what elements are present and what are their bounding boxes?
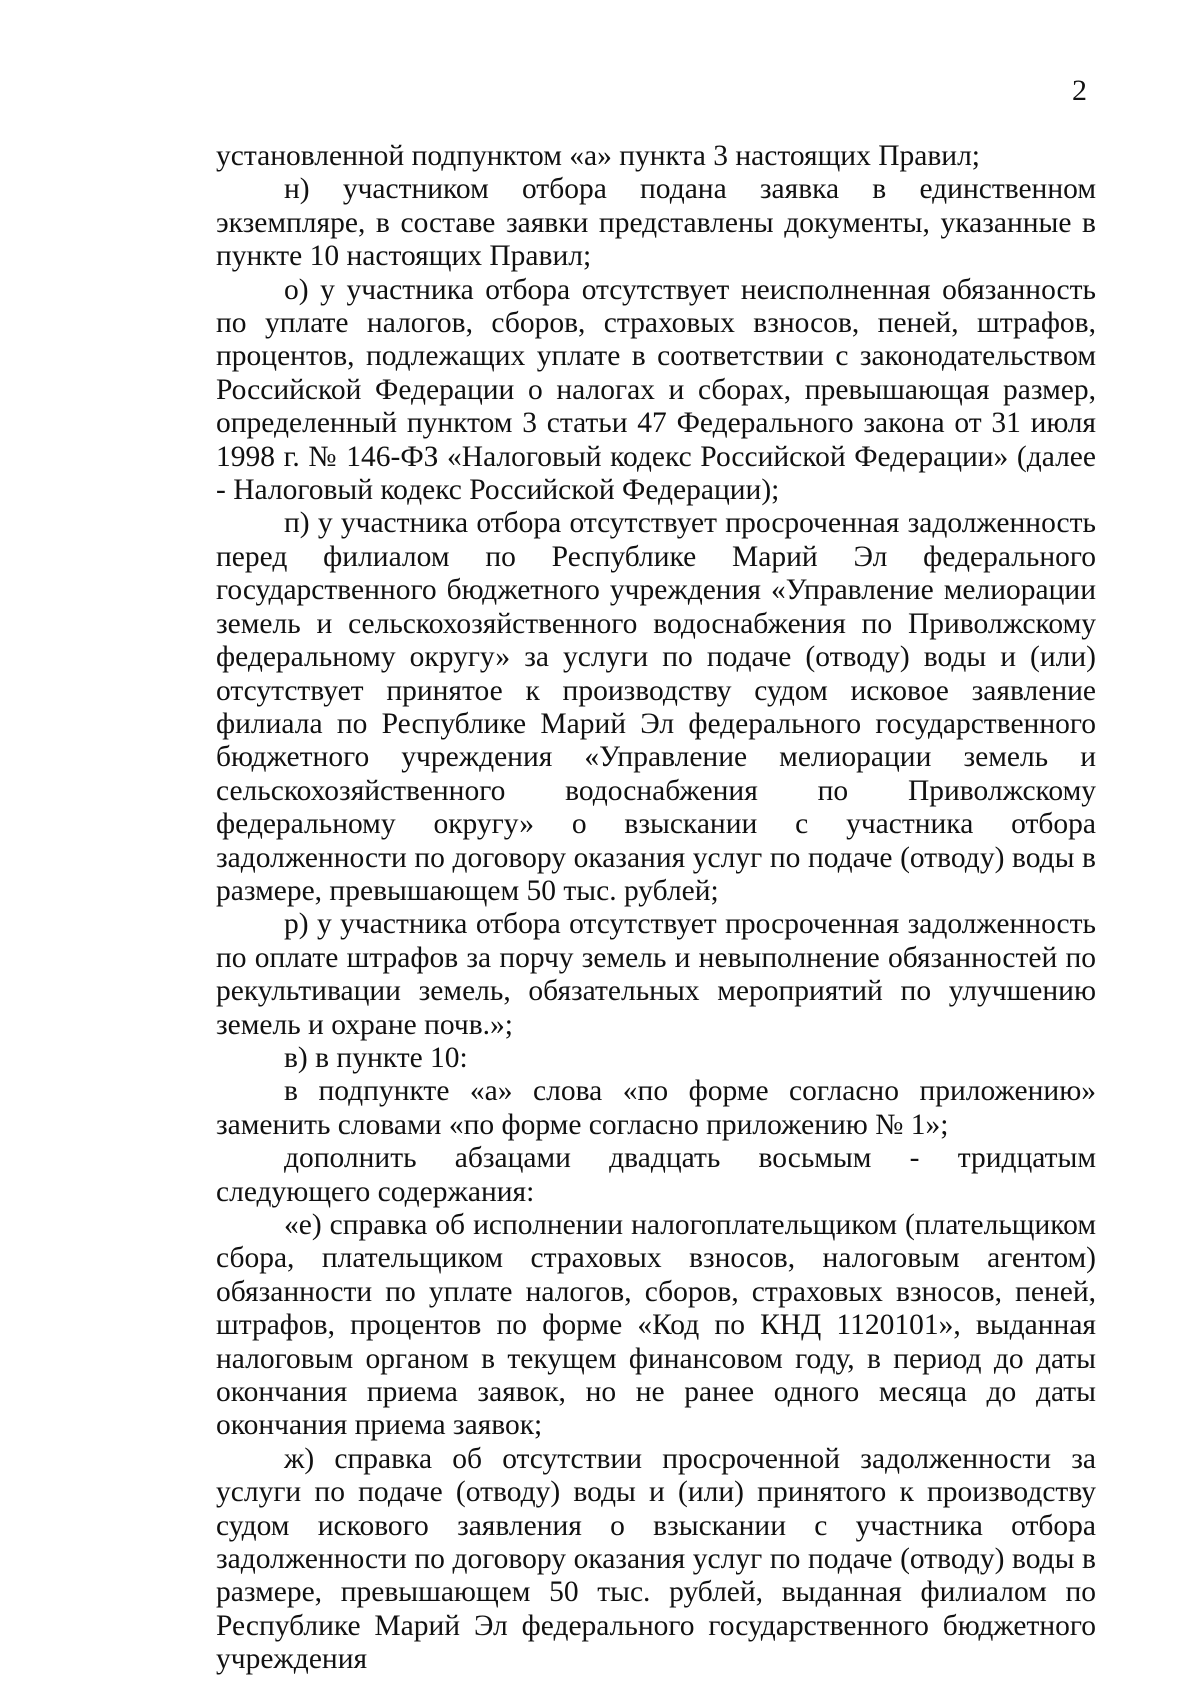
paragraph-addition: дополнить абзацами двадцать восьмым - тридцатым следующего содержания: bbox=[216, 1142, 1096, 1208]
paragraph-n: н) участником отбора подана заявка в единственном экземпляре, в составе заявки представлены документы, указанные в пункте 10 настоящих Правил; bbox=[216, 173, 1096, 273]
page-number: 2 bbox=[1072, 74, 1087, 107]
document-body bbox=[216, 140, 1096, 1677]
paragraph-zh: ж) справка об отсутствии просроченной задолженности за услуги по подаче (отводу) воды и (или) принятого к производству судом искового заявления о взыскании с участника отбора задолженности по договору оказания услуг по подаче (отводу) воды в размере, превышающем 50 тыс. рублей, выданная филиалом по Республике Марий Эл федерального государственного бюджетного учреждения bbox=[216, 1442, 1096, 1676]
paragraph-1: установленной подпунктом «а» пункта 3 настоящих Правил; bbox=[216, 140, 980, 172]
paragraph-p: п) у участника отбора отсутствует просроченная задолженность перед филиалом по Республике Марий Эл федерального государственного бюджетного учреждения «Управление мелиорации земель и сельскохозяйственного водоснабжения по Приволжскому федеральному округу» за услуги по подаче (отводу) воды и (или) отсутствует принятое к производству судом исковое заявление филиала по Республике Марий Эл федерального государственного бюджетного учреждения «Управление мелиорации земель и сельскохозяйственного водоснабжения по Приволжскому федеральному округу» о взыскании с участника отбора задолженности по договору оказания услуг по подаче (отводу) воды в размере, превышающем 50 тыс. рублей; bbox=[216, 507, 1096, 907]
paragraph-v: в) в пункте 10: bbox=[284, 1041, 468, 1074]
paragraph-r: р) у участника отбора отсутствует просроченная задолженность по оплате штрафов за порчу земель и невыполнение обязанностей по рекультивации земель, обязательных мероприятий по улучшению земель и охране почв.»; bbox=[216, 908, 1096, 1041]
paragraph-subpoint-a: в подпункте «а» слова «по форме согласно приложению» заменить словами «по форме согласно приложению № 1»; bbox=[216, 1075, 1096, 1141]
paragraph-o: о) у участника отбора отсутствует неисполненная обязанность по уплате налогов, сборов, страховых взносов, пеней, штрафов, процентов, подлежащих уплате в соответствии с законодательством Российской Федерации о налогах и сборах, превышающая размер, определенный пунктом 3 статьи 47 Федерального закона от 31 июля 1998 г. № 146-ФЗ «Налоговый кодекс Российской Федерации» (далее - Налоговый кодекс Российской Федерации); bbox=[216, 273, 1096, 507]
paragraph-e: «е) справка об исполнении налогоплательщиком (плательщиком сбора, плательщиком страховых взносов, налоговым агентом) обязанности по уплате налогов, сборов, страховых взносов, пеней, штрафов, процентов по форме «Код по КНД 1120101», выданная налоговым органом в текущем финансовом году, в период до даты окончания приема заявок, но не ранее одного месяца до даты окончания приема заявок; bbox=[216, 1209, 1096, 1442]
